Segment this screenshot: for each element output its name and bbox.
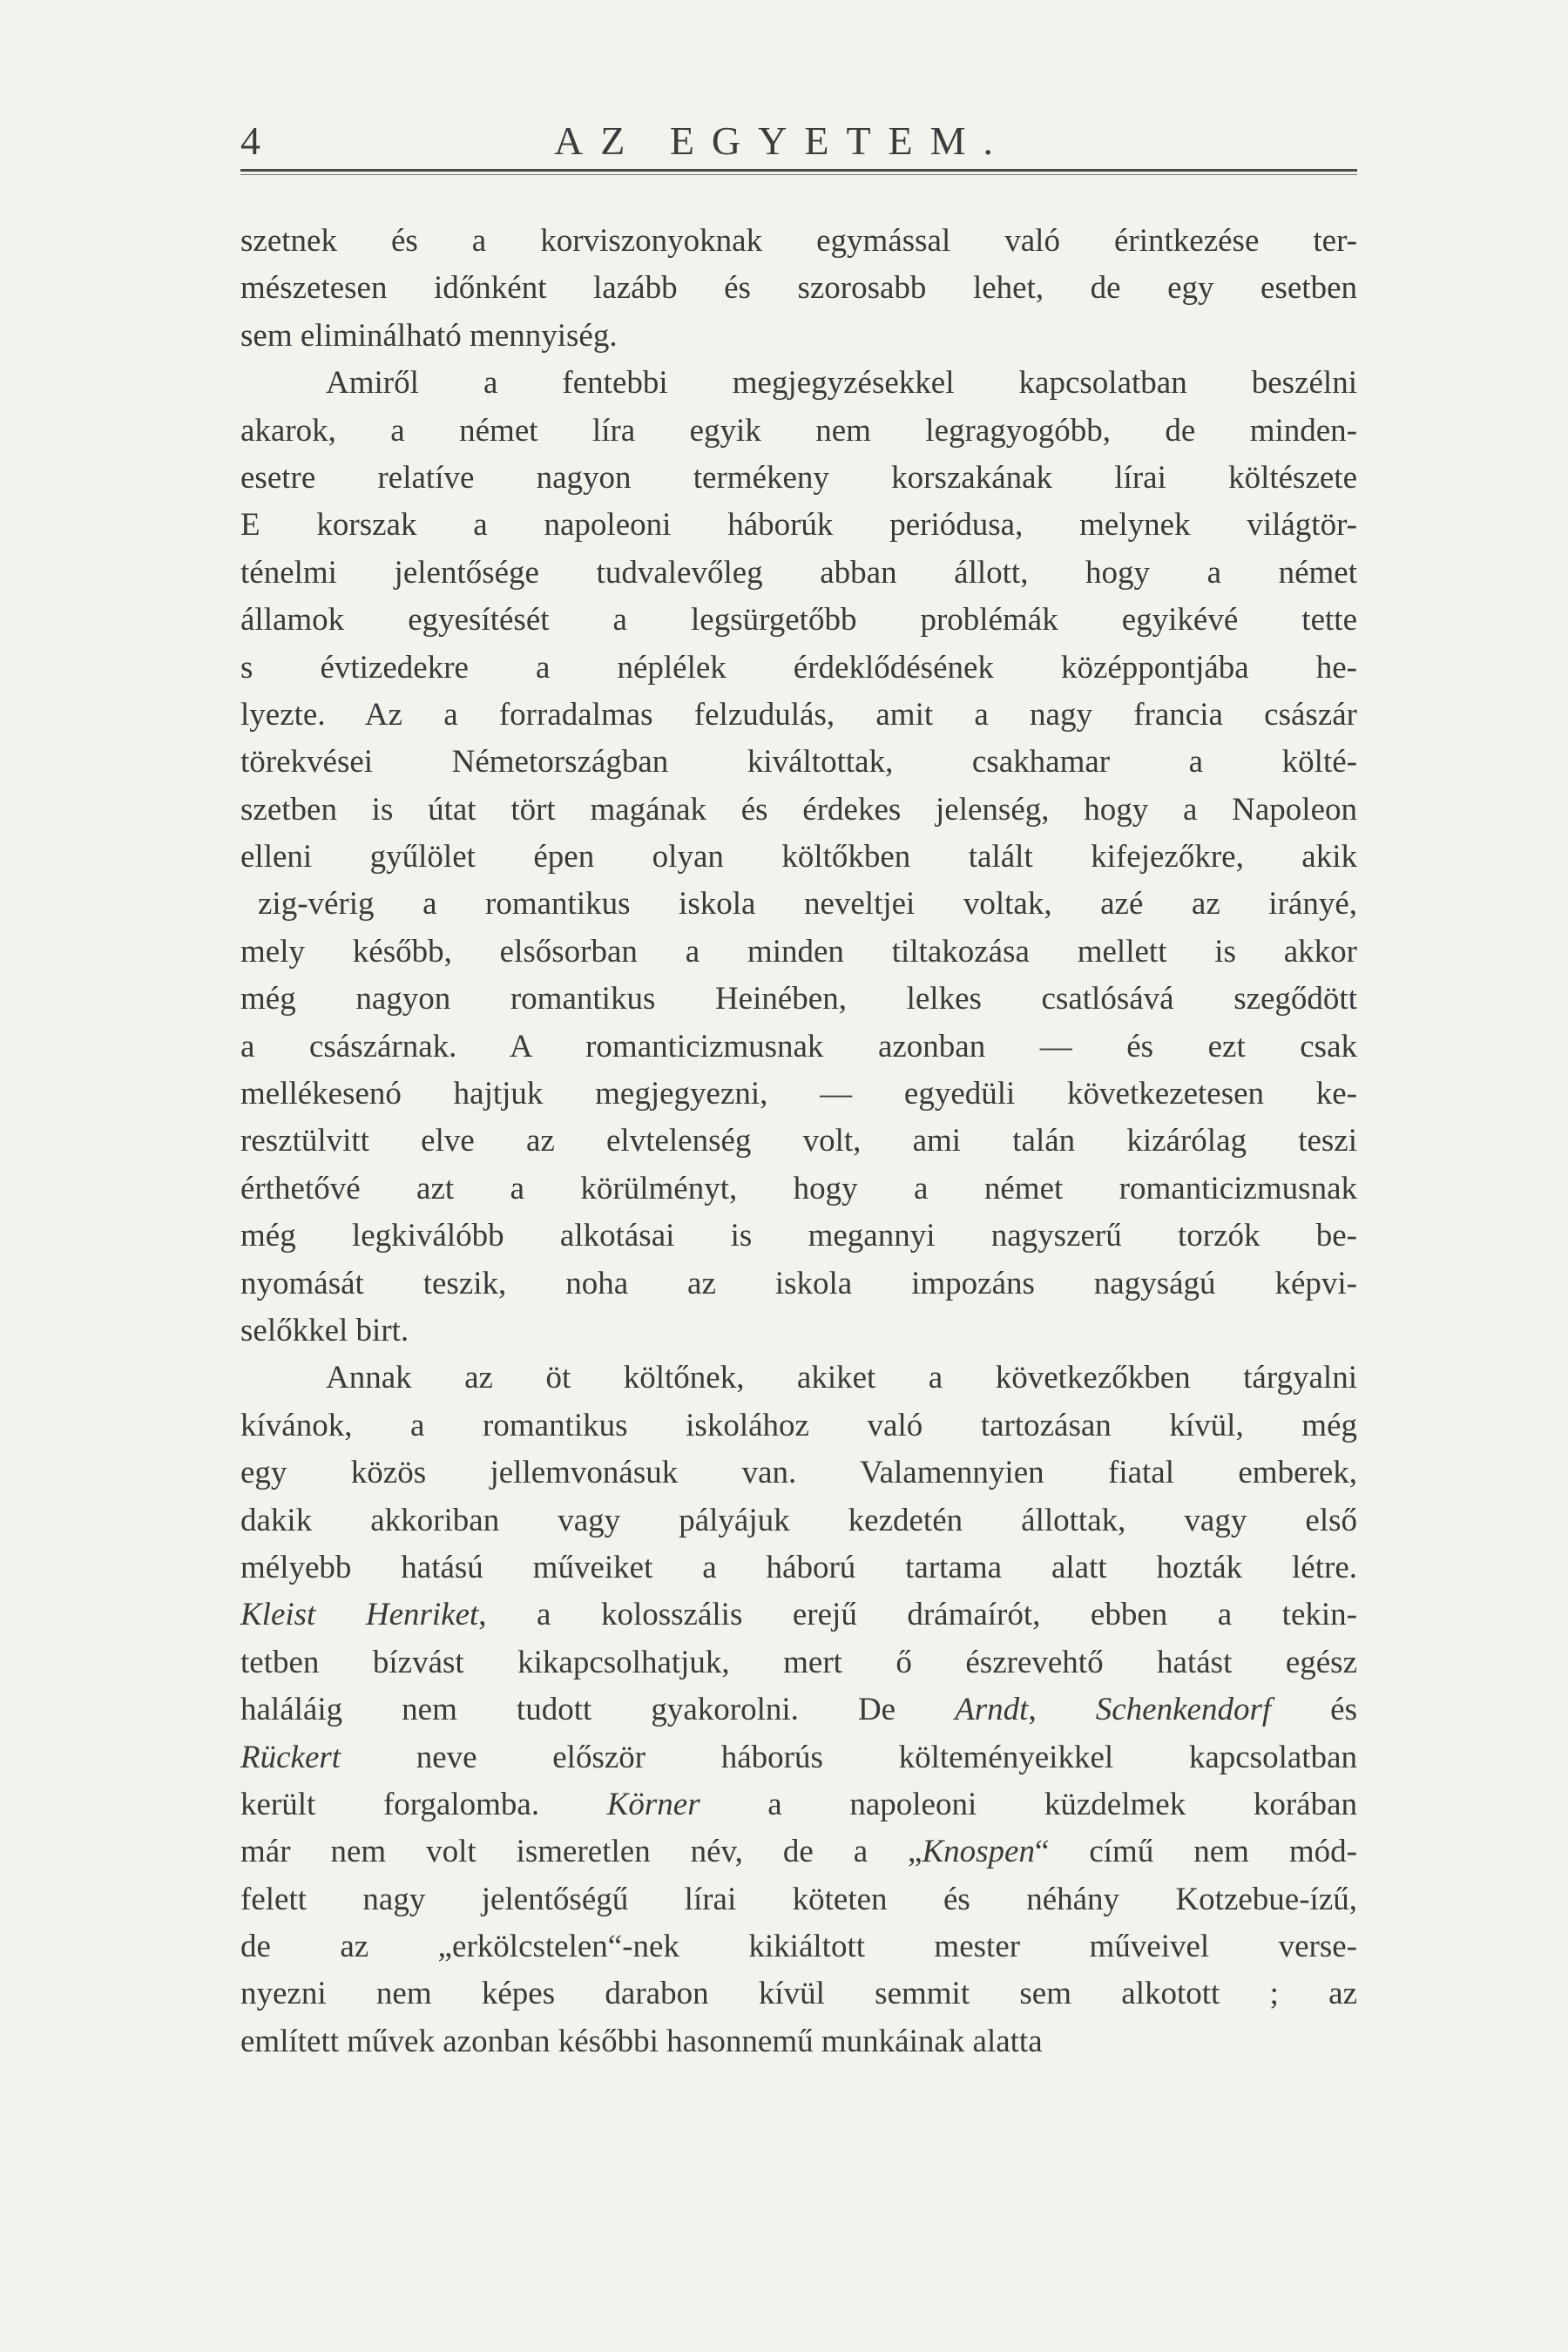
- text-line: mely később, elsősorban a minden tiltakozása mellett is akkor: [240, 933, 1357, 970]
- text-line: dakik akkoriban vagy pályájuk kezdetén állottak, vagy első: [240, 1502, 1357, 1538]
- text-line: említett művek azonban későbbi hasonnemű munkáinak alatta: [240, 2023, 1043, 2059]
- page-number: 4: [240, 118, 260, 163]
- text-line: szetben is útat tört magának és érdekes jelenség, hogy a Napoleon: [240, 791, 1357, 828]
- text-line: nyomását teszik, noha az iskola impozáns nagyságú képvi-: [240, 1265, 1357, 1301]
- text-line: államok egyesítését a legsürgetőbb problémák egyikévé tette: [240, 602, 1357, 639]
- text-line: mészetesen időnként lazább és szorosabb lehet, de egy esetben: [240, 270, 1357, 307]
- text-line: zig-vérig a romantikus iskola neveltjei voltak, azé az irányé,: [258, 886, 1357, 923]
- text-line: ténelmi jelentősége tudvalevőleg abban állott, hogy a német: [240, 554, 1357, 591]
- text-line: sem eliminálható mennyiség.: [240, 317, 618, 354]
- text-line: mélyebb hatású műveiket a háború tartama alatt hozták létre.: [240, 1549, 1357, 1585]
- text-line: resztülvitt elve az elvtelenség volt, ami talán kizárólag teszi: [240, 1123, 1357, 1159]
- text-line: még legkiválóbb alkotásai is megannyi nagyszerű torzók be-: [240, 1218, 1357, 1254]
- running-title: AZ EGYETEM.: [554, 118, 1011, 163]
- text-line: lyezte. Az a forradalmas felzudulás, amit a nagy francia császár: [240, 696, 1357, 733]
- text-line: Kleist Henriket, a kolosszális erejű drámaírót, ebben a tekin-: [240, 1597, 1357, 1633]
- text-line: kívánok, a romantikus iskolához való tartozásan kívül, még: [240, 1407, 1357, 1443]
- text-line: de az „erkölcstelen“-nek kikiáltott mester műveivel verse-: [240, 1929, 1357, 1965]
- body-text: [240, 218, 1357, 2065]
- text-line: egy közös jellemvonásuk van. Valamennyien fiatal emberek,: [240, 1455, 1357, 1491]
- text-line: akarok, a német líra egyik nem legragyogóbb, de minden-: [240, 412, 1357, 449]
- text-line: nyezni nem képes darabon kívül semmit sem alkotott ; az: [240, 1976, 1357, 2012]
- text-line: E korszak a napoleoni háborúk periódusa, melynek világtör-: [240, 507, 1357, 544]
- text-line: Rückert neve először háborús költeményeikkel kapcsolatban: [240, 1739, 1357, 1775]
- header-rule-thin: [240, 174, 1357, 175]
- text-line: került forgalomba. Körner a napoleoni küzdelmek korában: [240, 1786, 1357, 1822]
- text-line: esetre relatíve nagyon termékeny korszakának lírai költészete: [240, 459, 1357, 496]
- text-line: s évtizedekre a néplélek érdeklődésének középpontjába he-: [240, 649, 1357, 686]
- header-rule: [240, 169, 1357, 172]
- text-line: selőkkel birt.: [240, 1312, 409, 1348]
- text-line: Annak az öt költőnek, akiket a következőkben tárgyalni: [326, 1360, 1357, 1396]
- text-line: szetnek és a korviszonyoknak egymással való érintkezése ter-: [240, 223, 1357, 259]
- text-line: haláláig nem tudott gyakorolni. De Arndt, Schenkendorf és: [240, 1692, 1358, 1728]
- text-line: Amiről a fentebbi megjegyzésekkel kapcsolatban beszélni: [326, 365, 1357, 402]
- page-header: [240, 115, 1357, 167]
- text-line: már nem volt ismeretlen név, de a „Knospen“ című nem mód-: [240, 1834, 1357, 1870]
- text-line: a császárnak. A romanticizmusnak azonban — és ezt csak: [240, 1028, 1357, 1064]
- text-line: érthetővé azt a körülményt, hogy a német romanticizmusnak: [240, 1170, 1357, 1206]
- text-line: még nagyon romantikus Heinében, lelkes csatlósává szegődött: [240, 981, 1357, 1017]
- text-line: felett nagy jelentőségű lírai köteten és néhány Kotzebue-ízű,: [240, 1881, 1357, 1917]
- text-line: mellékesenó hajtjuk megjegyezni, — egyedüli következetesen ke-: [240, 1076, 1357, 1112]
- text-line: elleni gyűlölet épen olyan költőkben talált kifejezőkre, akik: [240, 839, 1357, 875]
- text-line: törekvései Németországban kiváltottak, csakhamar a költé-: [240, 744, 1357, 781]
- text-line: tetben bízvást kikapcsolhatjuk, mert ő észrevehtő hatást egész: [240, 1644, 1357, 1680]
